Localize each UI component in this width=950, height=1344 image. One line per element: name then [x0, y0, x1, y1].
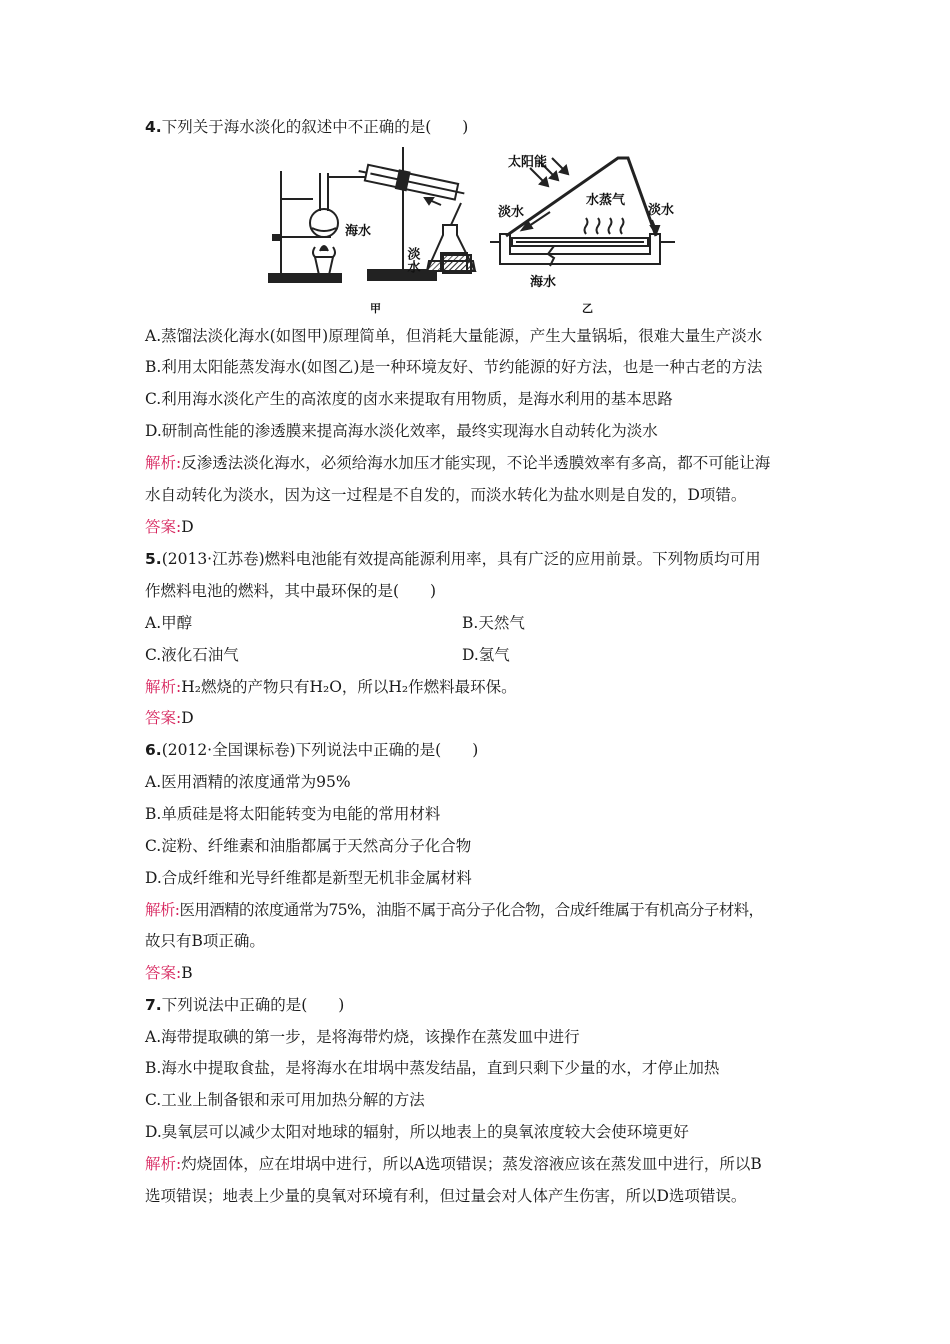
q4-analysis-line-1 [145, 453, 770, 473]
q4-analysis-label: 解析: [145, 454, 182, 472]
q7-analysis-line-2: 选项错误；地表上少量的臭氧对环境有利，但过量会对人体产生伤害，所以D选项错误。 [145, 1187, 747, 1205]
q5-options-row-2 [145, 645, 510, 665]
q7-analysis-text-1: 灼烧固体，应在坩埚中进行，所以A选项错误；蒸发溶液应该在蒸发皿中进行，所以B [181, 1155, 762, 1173]
q4-option-d: D.研制高性能的渗透膜来提高海水淡化效率，最终实现海水自动转化为淡水 [145, 422, 658, 440]
q6-answer [145, 963, 193, 983]
fig-yi-caption: 乙 [582, 302, 593, 315]
q5-options-row-1 [145, 613, 525, 633]
q6-analysis-text-1: 医用酒精的浓度通常为75%，油脂不属于高分子化合物，合成纤维属于有机高分子材料， [179, 901, 764, 919]
q5-option-b: B.天然气 [462, 614, 525, 632]
q7-option-c: C.工业上制备银和汞可用加热分解的方法 [145, 1091, 425, 1109]
q5-answer [145, 708, 194, 728]
q4-option-a: A.蒸馏法淡化海水(如图甲)原理简单，但消耗大量能源，产生大量锅垢，很难大量生产淡水 [145, 327, 763, 345]
q7-stem-text: 下列说法中正确的是( ) [161, 996, 345, 1014]
q4-stem-text: 下列关于海水淡化的叙述中不正确的是( ) [161, 118, 469, 136]
q4-answer-label: 答案: [145, 518, 182, 536]
q7-analysis-label: 解析: [145, 1155, 182, 1173]
q6-analysis-line-1 [145, 900, 763, 920]
q6-number: 6. [145, 741, 162, 759]
q6-option-c: C.淀粉、纤维素和油脂都属于天然高分子化合物 [145, 837, 472, 855]
fig-jia-label-fresh: 淡水 [404, 247, 420, 273]
q7-number: 7. [145, 996, 162, 1014]
q7-option-a: A.海带提取碘的第一步，是将海带灼烧，该操作在蒸发皿中进行 [145, 1028, 580, 1046]
fig-jia-caption: 甲 [370, 302, 381, 315]
q5-analysis [145, 677, 517, 697]
q5-stem-line-1 [145, 549, 761, 569]
fig-yi-label-fresh-right: 淡水 [648, 203, 675, 218]
q4-answer [145, 517, 194, 537]
q7-option-d: D.臭氧层可以减少太阳对地球的辐射，所以地表上的臭氧浓度较大会使环境更好 [145, 1123, 689, 1141]
q7-analysis-line-1 [145, 1154, 762, 1174]
q6-stem [145, 740, 478, 760]
q6-analysis-line-2: 故只有B项正确。 [145, 932, 265, 950]
q5-answer-value: D [181, 709, 194, 727]
q6-option-d: D.合成纤维和光导纤维都是新型无机非金属材料 [145, 869, 472, 887]
q6-answer-label: 答案: [145, 964, 182, 982]
q5-number: 5. [145, 550, 162, 568]
q6-analysis-label: 解析: [145, 901, 180, 919]
q4-answer-value: D [181, 518, 194, 536]
fig-yi-label-vapor: 水蒸气 [586, 193, 626, 208]
q7-option-b: B.海水中提取食盐，是将海水在坩埚中蒸发结晶，直到只剩下少量的水，才停止加热 [145, 1059, 720, 1077]
figure-jia-distillation [265, 143, 490, 318]
fig-jia-label-seawater: 海水 [345, 224, 372, 239]
q4-option-b: B.利用太阳能蒸发海水(如图乙)是一种环境友好、节约能源的好方法，也是一种古老的方法 [145, 358, 763, 376]
q6-option-a: A.医用酒精的浓度通常为95% [145, 773, 351, 791]
fig-yi-label-seawater: 海水 [530, 275, 557, 290]
q5-option-c: C.液化石油气 [145, 646, 239, 664]
q5-analysis-label: 解析: [145, 678, 182, 696]
q6-answer-value: B [181, 964, 193, 982]
q4-option-c: C.利用海水淡化产生的高浓度的卤水来提取有用物质，是海水利用的基本思路 [145, 390, 673, 408]
q6-stem-text: (2012·全国课标卷)下列说法中正确的是( ) [161, 741, 479, 759]
q5-analysis-text: H₂燃烧的产物只有H₂O，所以H₂作燃料最环保。 [181, 678, 517, 696]
q4-analysis-text-1: 反渗透法淡化海水，必须给海水加压才能实现，不论半透膜效率有多高，都不可能让海 [181, 454, 771, 472]
q6-option-b: B.单质硅是将太阳能转变为电能的常用材料 [145, 805, 441, 823]
q4-stem [145, 117, 468, 137]
q4-analysis-line-2: 水自动转化为淡水，因为这一过程是不自发的，而淡水转化为盐水则是自发的，D项错。 [145, 486, 747, 504]
q5-stem-text-1: (2013·江苏卷)燃料电池能有效提高能源利用率，具有广泛的应用前景。下列物质均可用 [161, 550, 761, 568]
q5-option-a: A.甲醇 [145, 614, 193, 632]
q5-stem-line-2: 作燃料电池的燃料，其中最环保的是( ) [145, 582, 437, 600]
q7-stem [145, 995, 344, 1015]
q5-option-d: D.氢气 [462, 646, 510, 664]
figure-yi-solar-still [490, 150, 690, 318]
q4-number: 4. [145, 118, 162, 136]
fig-yi-label-solar: 太阳能 [508, 155, 548, 170]
fig-yi-label-fresh-left: 淡水 [498, 205, 525, 220]
q5-answer-label: 答案: [145, 709, 182, 727]
